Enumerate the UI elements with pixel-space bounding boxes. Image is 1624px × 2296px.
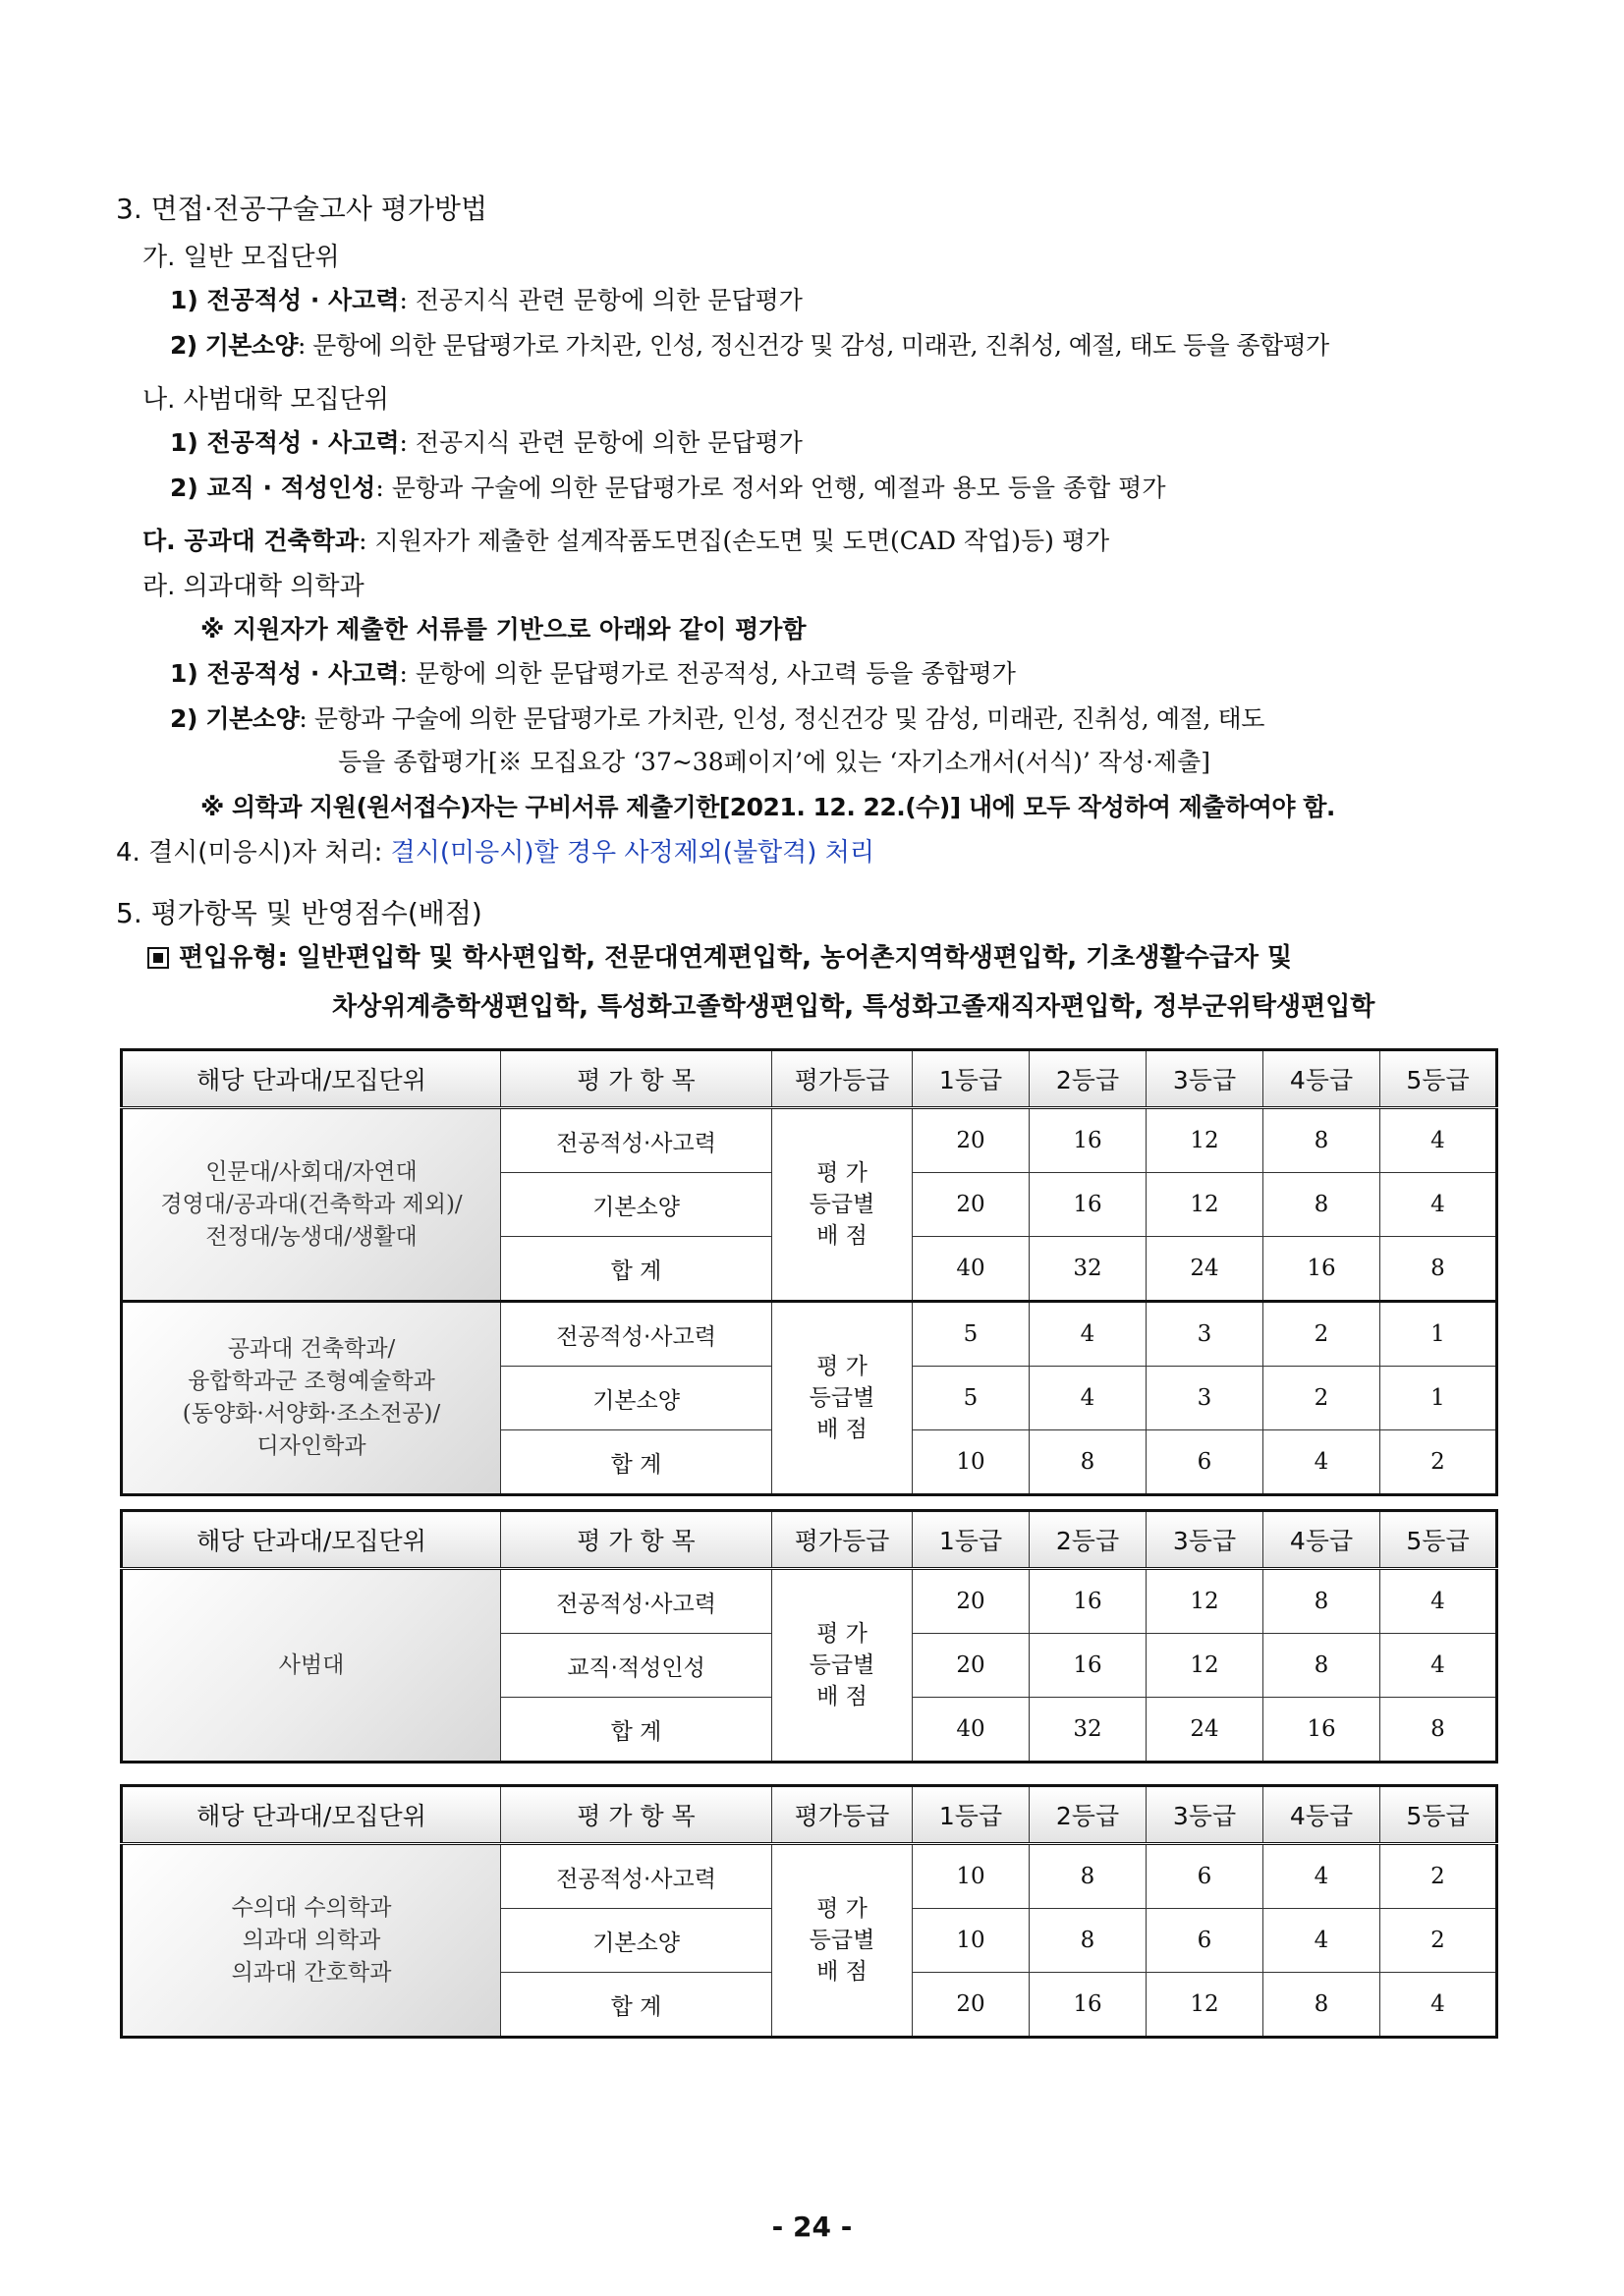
header-g2: 2등급 [1030, 1511, 1147, 1569]
table-row [122, 1569, 1497, 1634]
item-cell: 합 계 [501, 1430, 772, 1495]
score-cell: 24 [1147, 1237, 1263, 1302]
score-cell: 40 [913, 1237, 1030, 1302]
header-g3: 3등급 [1147, 1511, 1263, 1569]
score-cell: 20 [913, 1569, 1030, 1634]
score-cell: 8 [1380, 1237, 1497, 1302]
score-cell: 16 [1030, 1108, 1147, 1173]
score-cell: 8 [1263, 1173, 1380, 1237]
ga-item-1-label: 1) 전공적성 · 사고력 [170, 286, 400, 314]
section-5-type-text-1: : 일반편입학 및 학사편입학, 전문대연계편입학, 농어촌지역학생편입학, 기초생활수급자 및 [277, 943, 1293, 973]
ra-item-2-label: 2) 기본소양 [170, 704, 300, 733]
item-cell: 전공적성·사고력 [501, 1302, 772, 1367]
ra-item-1 [170, 657, 1016, 691]
na-item-2-text: : 문항과 구술에 의한 문답평가로 정서와 언행, 예절과 용모 등을 종합 평가 [375, 474, 1166, 502]
section-5-title: 5. 평가항목 및 반영점수(배점) [116, 897, 482, 929]
score-cell: 8 [1263, 1569, 1380, 1634]
score-cell: 10 [913, 1430, 1030, 1495]
item-cell: 합 계 [501, 1973, 772, 2038]
ga-item-1 [170, 284, 803, 317]
header-g5: 5등급 [1380, 1511, 1497, 1569]
score-cell: 20 [913, 1973, 1030, 2038]
score-cell: 4 [1030, 1367, 1147, 1430]
header-item: 평 가 항 목 [501, 1786, 772, 1844]
score-cell: 5 [913, 1367, 1030, 1430]
na-item-2 [170, 472, 1165, 505]
header-g2: 2등급 [1030, 1050, 1147, 1108]
header-grade: 평가등급 [772, 1786, 913, 1844]
item-cell: 전공적성·사고력 [501, 1569, 772, 1634]
score-cell: 20 [913, 1634, 1030, 1698]
score-cell: 10 [913, 1909, 1030, 1973]
ra-item-2 [170, 702, 1264, 736]
unit-cell: 인문대/사회대/자연대 경영대/공과대(건축학과 제외)/ 전정대/농생대/생활대 [122, 1108, 501, 1302]
item-cell: 기본소양 [501, 1367, 772, 1430]
score-cell: 4 [1380, 1973, 1497, 2038]
unit-cell: 사범대 [122, 1569, 501, 1763]
ra-note: ※ 지원자가 제출한 서류를 기반으로 아래와 같이 평가함 [200, 615, 807, 644]
ga-item-2-label: 2) 기본소양 [170, 331, 298, 360]
score-cell: 8 [1263, 1973, 1380, 2038]
unit-cell: 수의대 수의학과 의과대 의학과 의과대 간호학과 [122, 1844, 501, 2038]
subsection-ra-title: 라. 의과대학 의학과 [142, 572, 364, 601]
item-cell: 합 계 [501, 1237, 772, 1302]
na-item-2-label: 2) 교직 · 적성인성 [170, 474, 376, 502]
header-g1: 1등급 [913, 1050, 1030, 1108]
score-cell: 2 [1380, 1430, 1497, 1495]
score-cell: 2 [1380, 1909, 1497, 1973]
score-cell: 8 [1030, 1909, 1147, 1973]
score-table-2 [120, 1509, 1498, 1764]
section-4-text: 결시(미응시)할 경우 사정제외(불합격) 처리 [390, 838, 874, 868]
score-cell: 2 [1380, 1844, 1497, 1909]
score-cell: 4 [1380, 1108, 1497, 1173]
section-5-type [147, 941, 1292, 975]
header-g5: 5등급 [1380, 1786, 1497, 1844]
score-table-1 [120, 1048, 1498, 1496]
score-cell: 1 [1380, 1367, 1497, 1430]
grade-label-cell: 평 가 등급별 배 점 [772, 1844, 913, 2038]
header-g1: 1등급 [913, 1511, 1030, 1569]
ga-item-2 [170, 329, 1329, 363]
header-grade: 평가등급 [772, 1511, 913, 1569]
na-item-1 [170, 426, 803, 460]
score-cell: 32 [1030, 1698, 1147, 1763]
header-g4: 4등급 [1263, 1511, 1380, 1569]
header-item: 평 가 항 목 [501, 1050, 772, 1108]
item-cell: 기본소양 [501, 1173, 772, 1237]
score-cell: 8 [1380, 1698, 1497, 1763]
score-cell: 4 [1263, 1909, 1380, 1973]
da-text: : 지원자가 제출한 설계작품도면집(손도면 및 도면(CAD 작업)등) 평가 [359, 527, 1110, 555]
score-cell: 4 [1380, 1173, 1497, 1237]
score-cell: 2 [1263, 1302, 1380, 1367]
header-g3: 3등급 [1147, 1050, 1263, 1108]
score-cell: 20 [913, 1108, 1030, 1173]
score-cell: 16 [1030, 1634, 1147, 1698]
score-cell: 6 [1147, 1909, 1263, 1973]
score-cell: 8 [1263, 1108, 1380, 1173]
header-unit: 해당 단과대/모집단위 [122, 1786, 501, 1844]
item-cell: 전공적성·사고력 [501, 1108, 772, 1173]
item-cell: 합 계 [501, 1698, 772, 1763]
ra-note-2: ※ 의학과 지원(원서접수)자는 구비서류 제출기한[2021. 12. 22.(수)] 내에 모두 작성하여 제출하여야 함. [200, 793, 1335, 821]
header-grade: 평가등급 [772, 1050, 913, 1108]
ra-item-2-continued: 등을 종합평가[※ 모집요강 ‘37~38페이지’에 있는 ‘자기소개서(서식)’ 작성·제출] [338, 748, 1211, 776]
section-5-type-text-2: 차상위계층학생편입학, 특성화고졸학생편입학, 특성화고졸재직자편입학, 정부군위탁생편입학 [332, 992, 1375, 1022]
score-cell: 4 [1263, 1844, 1380, 1909]
na-item-1-text: : 전공지식 관련 문항에 의한 문답평가 [399, 428, 803, 457]
score-cell: 2 [1263, 1367, 1380, 1430]
score-cell: 5 [913, 1302, 1030, 1367]
ra-item-1-label: 1) 전공적성 · 사고력 [170, 659, 400, 688]
subsection-da [142, 525, 1109, 558]
score-cell: 12 [1147, 1973, 1263, 2038]
grade-label-cell: 평 가 등급별 배 점 [772, 1302, 913, 1495]
item-cell: 전공적성·사고력 [501, 1844, 772, 1909]
table-row [122, 1302, 1497, 1367]
header-g4: 4등급 [1263, 1786, 1380, 1844]
score-cell: 24 [1147, 1698, 1263, 1763]
score-cell: 12 [1147, 1173, 1263, 1237]
score-cell: 12 [1147, 1569, 1263, 1634]
score-cell: 1 [1380, 1302, 1497, 1367]
section-4: 4. 결시(미응시)자 처리: 결시(미응시)할 경우 사정제외(불합격) 처리 [116, 838, 874, 868]
score-cell: 3 [1147, 1367, 1263, 1430]
header-unit: 해당 단과대/모집단위 [122, 1050, 501, 1108]
header-g5: 5등급 [1380, 1050, 1497, 1108]
header-unit: 해당 단과대/모집단위 [122, 1511, 501, 1569]
score-cell: 16 [1030, 1173, 1147, 1237]
section-3-title: 3. 면접·전공구술고사 평가방법 [116, 193, 487, 225]
ra-item-2-text: : 문항과 구술에 의한 문답평가로 가치관, 인성, 정신건강 및 감성, 미래관, 진취성, 예절, 태도 [299, 704, 1264, 733]
score-cell: 40 [913, 1698, 1030, 1763]
section-4-label: 4. 결시(미응시)자 처리 [116, 838, 374, 868]
score-cell: 4 [1263, 1430, 1380, 1495]
score-cell: 16 [1030, 1569, 1147, 1634]
item-cell: 기본소양 [501, 1909, 772, 1973]
filled-square-icon [147, 947, 169, 969]
da-label: 다. 공과대 건축학과 [142, 527, 360, 555]
score-cell: 8 [1030, 1430, 1147, 1495]
na-item-1-label: 1) 전공적성 · 사고력 [170, 428, 400, 457]
header-g1: 1등급 [913, 1786, 1030, 1844]
ra-item-1-text: : 문항에 의한 문답평가로 전공적성, 사고력 등을 종합평가 [399, 659, 1016, 688]
item-cell: 교직·적성인성 [501, 1634, 772, 1698]
ga-item-2-text: : 문항에 의한 문답평가로 가치관, 인성, 정신건강 및 감성, 미래관, 진취성, 예절, 태도 등을 종합평가 [297, 331, 1329, 360]
subsection-na-title: 나. 사범대학 모집단위 [142, 385, 389, 415]
grade-label-cell: 평 가 등급별 배 점 [772, 1108, 913, 1302]
score-cell: 16 [1030, 1973, 1147, 2038]
score-cell: 32 [1030, 1237, 1147, 1302]
score-cell: 3 [1147, 1302, 1263, 1367]
score-cell: 16 [1263, 1237, 1380, 1302]
header-g3: 3등급 [1147, 1786, 1263, 1844]
score-cell: 20 [913, 1173, 1030, 1237]
score-cell: 4 [1030, 1302, 1147, 1367]
score-cell: 8 [1030, 1844, 1147, 1909]
score-cell: 16 [1263, 1698, 1380, 1763]
ga-item-1-text: : 전공지식 관련 문항에 의한 문답평가 [399, 286, 803, 314]
header-g2: 2등급 [1030, 1786, 1147, 1844]
grade-label-cell: 평 가 등급별 배 점 [772, 1569, 913, 1763]
table-row [122, 1844, 1497, 1909]
score-cell: 8 [1263, 1634, 1380, 1698]
table-row [122, 1108, 1497, 1173]
score-cell: 4 [1380, 1569, 1497, 1634]
score-cell: 12 [1147, 1634, 1263, 1698]
score-cell: 6 [1147, 1844, 1263, 1909]
header-item: 평 가 항 목 [501, 1511, 772, 1569]
subsection-ga-title: 가. 일반 모집단위 [142, 243, 340, 272]
score-cell: 10 [913, 1844, 1030, 1909]
score-cell: 6 [1147, 1430, 1263, 1495]
section-5-type-label: 편입유형 [179, 943, 278, 973]
score-cell: 4 [1380, 1634, 1497, 1698]
score-cell: 12 [1147, 1108, 1263, 1173]
page-number: - 24 - [771, 2211, 853, 2243]
score-table-3 [120, 1784, 1498, 2039]
unit-cell: 공과대 건축학과/ 융합학과군 조형예술학과 (동양화·서양화·조소전공)/ 디자인학과 [122, 1302, 501, 1495]
header-g4: 4등급 [1263, 1050, 1380, 1108]
